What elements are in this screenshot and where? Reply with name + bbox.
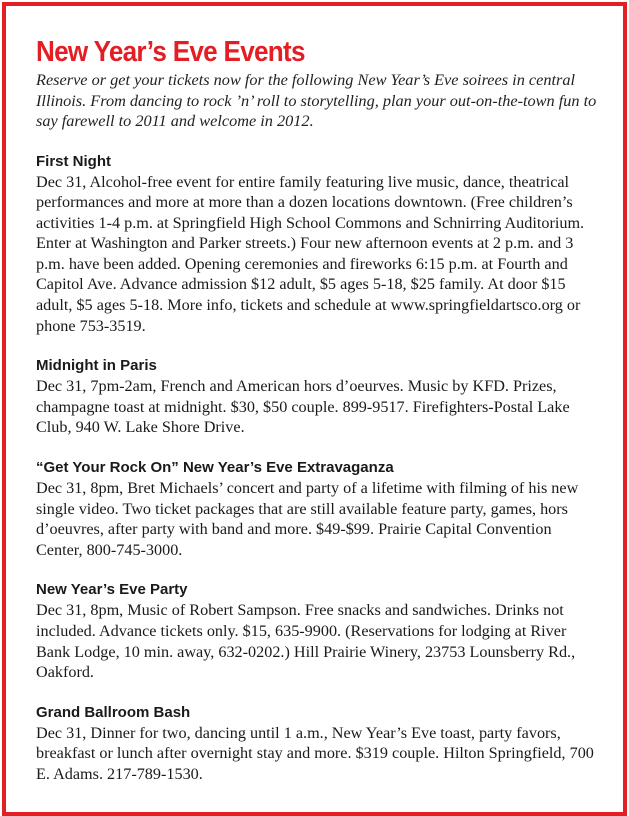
- event-title: First Night: [36, 152, 111, 170]
- event-title: “Get Your Rock On” New Year’s Eve Extravaganza: [36, 459, 394, 477]
- event-description: Dec 31, 8pm, Bret Michaels’ concert and party of a lifetime with filming of his new single video. Two ticket packages that are still available feature party, games, hors d’oeuvres, after party with band and more. $49-$99. Prairie Capital Convention Center, 800-745-3000.: [36, 479, 579, 559]
- event-new-years-eve-party: [36, 580, 602, 682]
- event-description: Dec 31, 8pm, Music of Robert Sampson. Free snacks and sandwiches. Drinks not included. Advance tickets only. $15, 635-9900. (Reservations for lodging at River Bank Lodge, 10 min. away, 632-0202.) Hill Prairie Winery, 23753 Lounsberry Rd., Oakford.: [36, 601, 576, 682]
- event-first-night: [36, 152, 602, 337]
- event-get-your-rock-on: [36, 458, 602, 560]
- intro-text: Reserve or get your tickets now for the following New Year’s Eve soirees in central Illinois. From dancing to rock ’n’ roll to storytelling, plan your out-on-the-town fun to say farewell to 2011 and welcome in 2012.: [36, 70, 597, 130]
- event-description: Dec 31, Alcohol-free event for entire family featuring live music, dance, theatrical performances and more at more than a dozen locations downtown. (Free children’s activities 1-4 p.m. at Springfield High School Commons and Schnirring Auditorium. Enter at Washington and Parker streets.) Four new afternoon events at 2 p.m. and 3 p.m. have been added. Opening ceremonies and fireworks 6:15 p.m. at Fourth and Capitol Ave. Advance admission $12 adult, $5 ages 5-18, $25 family. At door $15 adult, $5 ages 5-18. More info, tickets and schedule at www.springfieldartsco.org or phone 753-3519.: [36, 172, 585, 335]
- event-description: Dec 31, Dinner for two, dancing until 1 a.m., New Year’s Eve toast, party favors, breakfast or lunch after overnight stay and more. $319 couple. Hilton Springfield, 700 E. Adams. 217-789-1530.: [36, 723, 594, 783]
- event-title: Midnight in Paris: [36, 357, 157, 375]
- page-title: New Year’s Eve Events: [36, 36, 305, 68]
- article-content: [36, 36, 602, 785]
- event-description: Dec 31, 7pm-2am, French and American hors d’oeurves. Music by KFD. Prizes, champagne toast at midnight. $30, $50 couple. 899-9517. Firefighters-Postal Lake Club, 940 W. Lake Shore Drive.: [36, 377, 570, 437]
- event-grand-ballroom-bash: [36, 703, 602, 785]
- event-title: Grand Ballroom Bash: [36, 703, 191, 721]
- event-midnight-in-paris: [36, 356, 602, 438]
- event-title: New Year’s Eve Party: [36, 581, 188, 599]
- page-frame: [2, 2, 627, 816]
